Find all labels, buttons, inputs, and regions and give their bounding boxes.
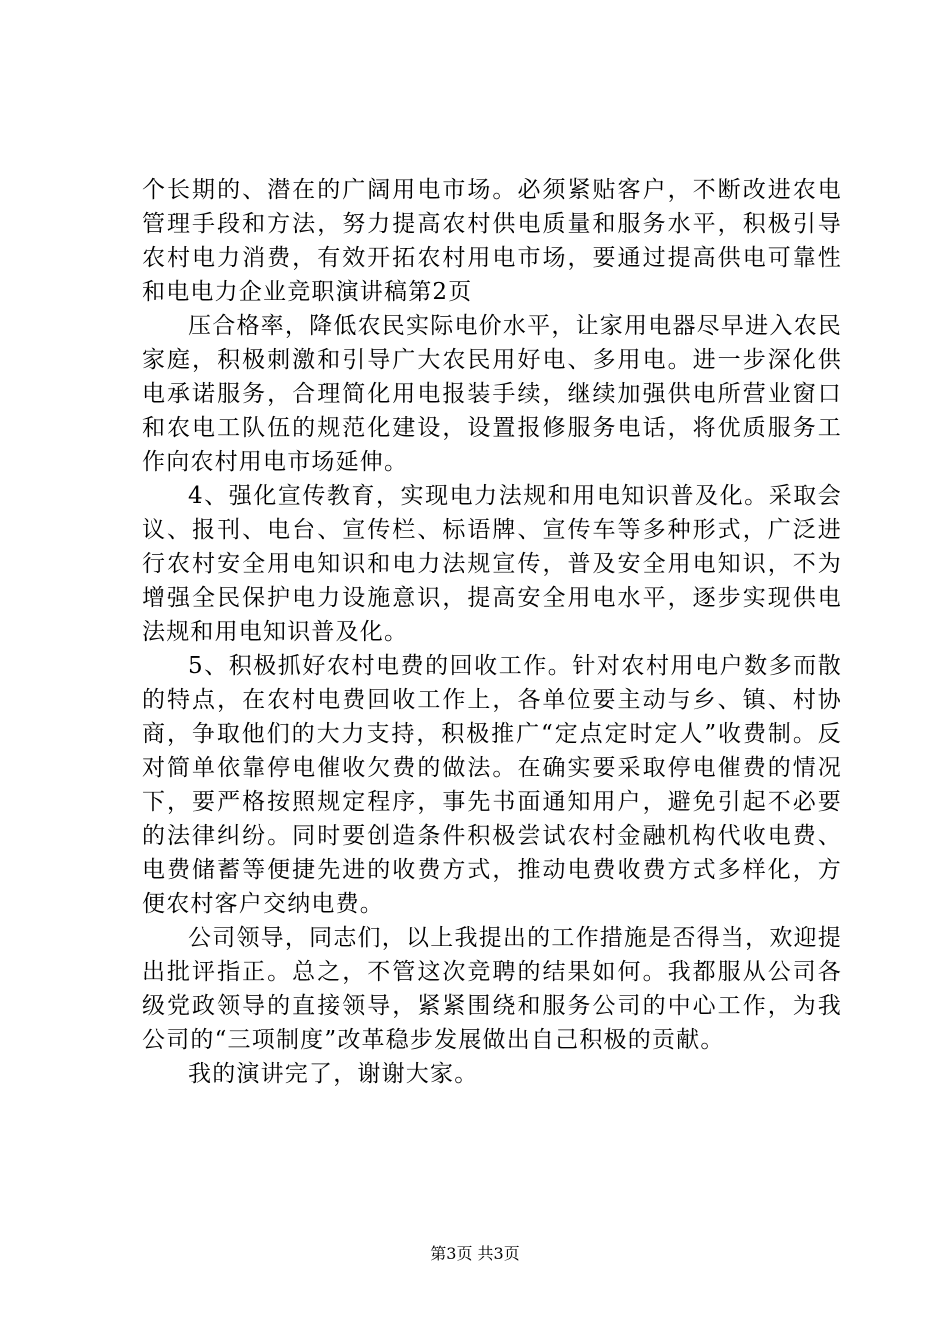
paragraph-continuation: 个长期的、潜在的广阔用电市场。必须紧贴客户，不断改进农电管理手段和方法，努力提高农村供电质量和服务水平，积极引导农村电力消费，有效开拓农村用电市场，要通过提高供电可靠性和电电力企业竞职演讲稿第2页 — [142, 177, 842, 305]
paragraph-service-quality: 压合格率，降低农民实际电价水平，让家用电器尽早进入农民家庭，积极刺激和引导广大农民用好电、多用电。进一步深化供电承诺服务，合理简化用电报装手续，继续加强供电所营业窗口和农电工队伍的规范化建设，设置报修服务电话，将优质服务工作向农村用电市场延伸。 — [142, 313, 842, 475]
page-number-footer: 第3页 共3页 — [430, 1244, 520, 1263]
paragraph-thanks: 我的演讲完了，谢谢大家。 — [188, 1061, 479, 1087]
document-body — [142, 173, 842, 1091]
paragraph-publicity-education: 4、强化宣传教育，实现电力法规和用电知识普及化。采取会议、报刊、电台、宣传栏、标语牌、宣传车等多种形式，广泛进行农村安全用电知识和电力法规宣传，普及安全用电知识，不为增强全民保护电力设施意识，提高安全用电水平，逐步实现供电法规和用电知识普及化。 — [142, 483, 842, 645]
paragraph-closing-remarks: 公司领导，同志们，以上我提出的工作措施是否得当，欢迎提出批评指正。总之，不管这次竞聘的结果如何。我都服从公司各级党政领导的直接领导，紧紧围绕和服务公司的中心工作，为我公司的“三项制度”改革稳步发展做出自己积极的贡献。 — [142, 925, 842, 1053]
paragraph-fee-collection: 5、积极抓好农村电费的回收工作。针对农村用电户数多而散的特点，在农村电费回收工作上，各单位要主动与乡、镇、村协商，争取他们的大力支持，积极推广“定点定时定人”收费制。反对简单依靠停电催收欠费的做法。在确实要采取停电催费的情况下，要严格按照规定程序，事先书面通知用户，避免引起不必要的法律纠纷。同时要创造条件积极尝试农村金融机构代收电费、电费储蓄等便捷先进的收费方式，推动电费收费方式多样化，方便农村客户交纳电费。 — [142, 653, 842, 917]
